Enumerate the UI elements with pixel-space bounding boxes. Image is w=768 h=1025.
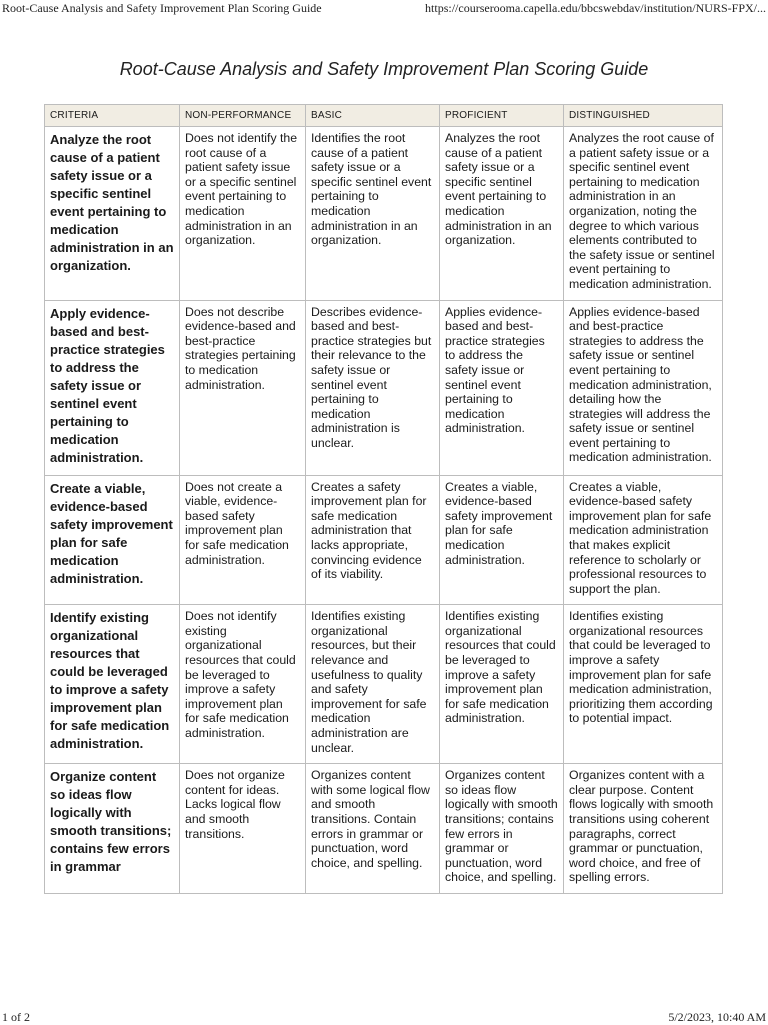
print-header-title: Root-Cause Analysis and Safety Improvement Plan Scoring Guide: [2, 1, 322, 15]
page-number: 1 of 2: [2, 1010, 30, 1024]
page-title: Root-Cause Analysis and Safety Improvement Plan Scoring Guide: [119, 59, 649, 79]
proficient-cell: Applies evidence-based and best-practice strategies to address the safety issue or sentinel event pertaining to medication administration.: [440, 300, 564, 475]
proficient-cell: Organizes content so ideas flow logically with smooth transitions; contains few errors in grammar or punctuation, word choice, and spelling.: [440, 764, 564, 894]
distinguished-cell: Applies evidence-based and best-practice strategies to address the safety issue or sentinel event pertaining to medication administration, detailing how the strategies will address the safety issue or sentinel event pertaining to medication administration.: [564, 300, 723, 475]
basic-cell: Describes evidence-based and best-practice strategies but their relevance to the safety issue or sentinel event pertaining to medication administration is unclear.: [306, 300, 440, 475]
header-proficient: PROFICIENT: [440, 105, 564, 127]
scoring-guide-table: [44, 104, 723, 894]
basic-cell: Identifies existing organizational resources, but their relevance and usefulness to quality and safety improvement for safe medication administration are unclear.: [306, 605, 440, 764]
criteria-cell: Apply evidence-based and best-practice strategies to address the safety issue or sentinel event pertaining to medication administration.: [45, 300, 180, 475]
non-performance-cell: Does not organize content for ideas. Lacks logical flow and smooth transitions.: [180, 764, 306, 894]
table-row: [45, 605, 723, 764]
header-basic: BASIC: [306, 105, 440, 127]
basic-cell: Identifies the root cause of a patient safety issue or a specific sentinel event pertaining to medication administration in an organization.: [306, 127, 440, 301]
non-performance-cell: Does not identify existing organizational resources that could be leveraged to improve a safety improvement plan for safe medication administration.: [180, 605, 306, 764]
header-distinguished: DISTINGUISHED: [564, 105, 723, 127]
table-row: [45, 764, 723, 894]
header-non-performance: NON-PERFORMANCE: [180, 105, 306, 127]
table-row: [45, 475, 723, 605]
criteria-cell: Create a viable, evidence-based safety improvement plan for safe medication administration.: [45, 475, 180, 605]
table-row: [45, 300, 723, 475]
proficient-cell: Identifies existing organizational resources that could be leveraged to improve a safety improvement plan for safe medication administration.: [440, 605, 564, 764]
basic-cell: Creates a safety improvement plan for safe medication administration that lacks appropriate, convincing evidence of its viability.: [306, 475, 440, 605]
print-footer: [0, 1010, 768, 1024]
criteria-cell: Analyze the root cause of a patient safety issue or a specific sentinel event pertaining to medication administration in an organization.: [45, 127, 180, 301]
proficient-cell: Analyzes the root cause of a patient safety issue or a specific sentinel event pertaining to medication administration in an organization.: [440, 127, 564, 301]
proficient-cell: Creates a viable, evidence-based safety improvement plan for safe medication administration.: [440, 475, 564, 605]
distinguished-cell: Creates a viable, evidence-based safety improvement plan for safe medication administration that makes explicit reference to scholarly or professional resources to support the plan.: [564, 475, 723, 605]
distinguished-cell: Analyzes the root cause of a patient safety issue or a specific sentinel event pertaining to medication administration in an organization, noting the degree to which various elements contributed to the safety issue or sentinel event pertaining to medication administration.: [564, 127, 723, 301]
non-performance-cell: Does not identify the root cause of a patient safety issue or a specific sentinel event pertaining to medication administration in an organization.: [180, 127, 306, 301]
criteria-cell: Organize content so ideas flow logically with smooth transitions; contains few errors in grammar: [45, 764, 180, 894]
table-header-row: [45, 105, 723, 127]
distinguished-cell: Identifies existing organizational resources that could be leveraged to improve a safety improvement plan for safe medication administration, prioritizing them according to potential impact.: [564, 605, 723, 764]
non-performance-cell: Does not describe evidence-based and best-practice strategies pertaining to medication administration.: [180, 300, 306, 475]
header-criteria: CRITERIA: [45, 105, 180, 127]
criteria-cell: Identify existing organizational resources that could be leveraged to improve a safety improvement plan for safe medication administration.: [45, 605, 180, 764]
print-timestamp: 5/2/2023, 10:40 AM: [668, 1010, 766, 1024]
distinguished-cell: Organizes content with a clear purpose. Content flows logically with smooth transitions using coherent paragraphs, correct grammar or punctuation, word choice, and free of spelling errors.: [564, 764, 723, 894]
basic-cell: Organizes content with some logical flow and smooth transitions. Contain errors in grammar or punctuation, word choice, and spelling.: [306, 764, 440, 894]
print-header-url: https://courserooma.capella.edu/bbcswebdav/institution/NURS-FPX/...: [425, 1, 766, 15]
table-row: [45, 127, 723, 301]
non-performance-cell: Does not create a viable, evidence-based safety improvement plan for safe medication administration.: [180, 475, 306, 605]
print-header: [0, 1, 768, 17]
